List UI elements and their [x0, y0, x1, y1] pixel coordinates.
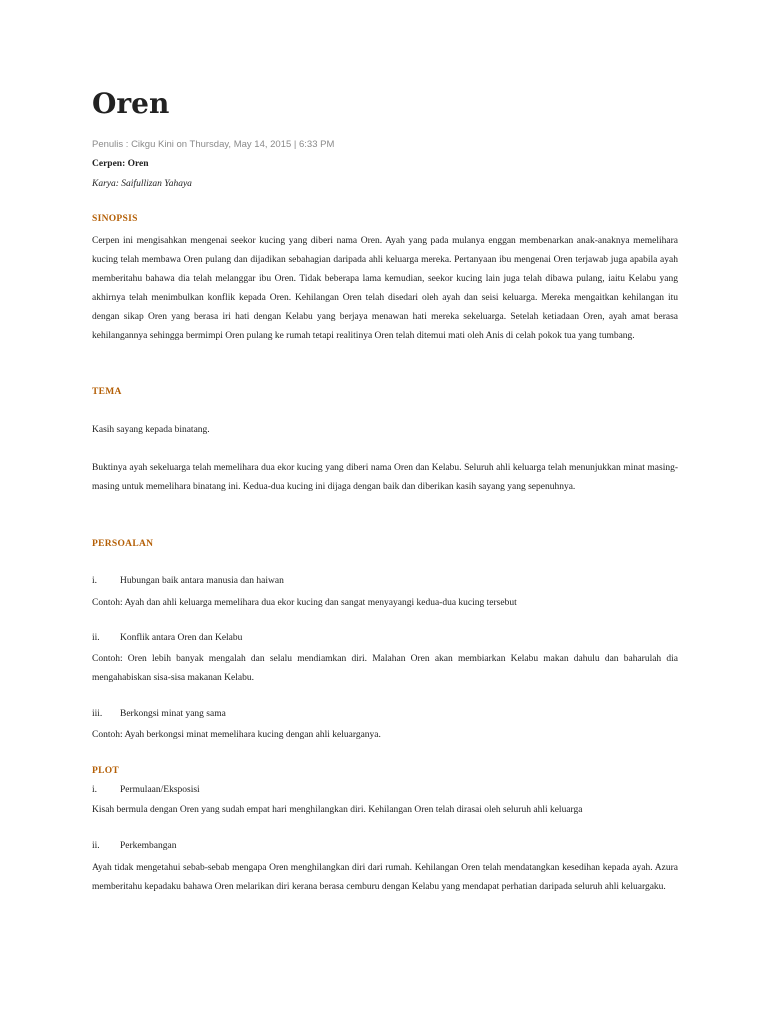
- post-meta: Penulis : Cikgu Kini on Thursday, May 14, 2015 | 6:33 PM: [92, 139, 335, 150]
- plot-text: Kisah bermula dengan Oren yang sudah empat hari menghilangkan diri. Kehilangan Oren telah dirasai oleh seluruh ahli keluarga: [92, 805, 583, 815]
- persoalan-item: [92, 633, 242, 643]
- plot-text: Ayah tidak mengetahui sebab-sebab mengapa Oren menghilangkan diri dari rumah. Kehilangan Oren telah mendatangkan kesedihan kepada ayah. Azura memberitahu kepadaku bahawa Oren melarikan diri kerana berasa cemburu dengan Kelabu yang mendapat perhatian daripada seluruh ahli keluargaku.: [92, 863, 678, 892]
- sinopsis-heading: SINOPSIS: [92, 214, 138, 224]
- item-number: ii.: [92, 633, 100, 643]
- page-title: Oren: [92, 87, 170, 120]
- tema-heading: TEMA: [92, 387, 122, 397]
- persoalan-heading: PERSOALAN: [92, 539, 154, 549]
- author-line: Karya: Saifullizan Yahaya: [92, 179, 192, 189]
- item-label: Hubungan baik antara manusia dan haiwan: [120, 576, 284, 586]
- item-number: i.: [92, 576, 98, 586]
- plot-heading: PLOT: [92, 766, 120, 776]
- plot-item: [92, 785, 200, 795]
- item-label: Konflik antara Oren dan Kelabu: [120, 633, 243, 643]
- plot-item: [92, 841, 176, 851]
- persoalan-contoh: Contoh: Ayah dan ahli keluarga memelihara dua ekor kucing dan sangat menyayangi kedua-dua kucing tersebut: [92, 598, 517, 608]
- persoalan-item: [92, 709, 226, 719]
- persoalan-contoh: Contoh: Ayah berkongsi minat memelihara kucing dengan ahli keluarganya.: [92, 730, 381, 740]
- sinopsis-text: Cerpen ini mengisahkan mengenai seekor kucing yang diberi nama Oren. Ayah yang pada mulanya enggan membenarkan anak-anaknya memelihara kucing telah membawa Oren pulang dan dijadikan sebahagian daripada ahli keluarga mereka. Pertanyaan ibu mengenai Oren terjawab juga apabila ayah memberitahu bahawa dia telah melanggar ibu Oren. Tidak beberapa lama kemudian, seekor kucing lain juga telah dibawa pulang, iaitu Kelabu yang akhirnya telah menimbulkan konflik kepada Oren. Kehilangan Oren telah disedari oleh ayah dan seisi keluarga. Mereka mengaitkan kehilangan itu dengan sikap Oren yang berasa iri hati dengan Kelabu yang berjaya menawan hati mereka sekeluarga. Setelah ketiadaan Oren, ayah amat berasa kehilangannya sehingga bermimpi Oren pulang ke rumah tetapi realitinya Oren telah ditemui mati oleh Anis di celah pokok tua yang tumbang.: [92, 236, 678, 341]
- persoalan-contoh: Contoh: Oren lebih banyak mengalah dan selalu mendiamkan diri. Malahan Oren akan membiarkan Kelabu makan dahulu dan baharulah dia mengahabiskan sisa-sisa makanan Kelabu.: [92, 654, 678, 683]
- item-number: iii.: [92, 709, 103, 719]
- tema-text: Buktinya ayah sekeluarga telah memelihara dua ekor kucing yang diberi nama Oren dan Kelabu. Seluruh ahli keluarga telah menunjukkan minat masing-masing untuk memelihara binatang ini. Kedua-dua kucing ini dijaga dengan baik dan diberikan kasih sayang yang sepenuhnya.: [92, 463, 678, 492]
- item-number: i.: [92, 785, 98, 795]
- cerpen-label: Cerpen: Oren: [92, 159, 149, 169]
- item-label: Berkongsi minat yang sama: [120, 709, 226, 719]
- persoalan-item: [92, 576, 284, 586]
- tema-line: Kasih sayang kepada binatang.: [92, 425, 210, 435]
- item-number: ii.: [92, 841, 100, 851]
- item-label: Perkembangan: [120, 841, 177, 851]
- item-label: Permulaan/Eksposisi: [120, 785, 200, 795]
